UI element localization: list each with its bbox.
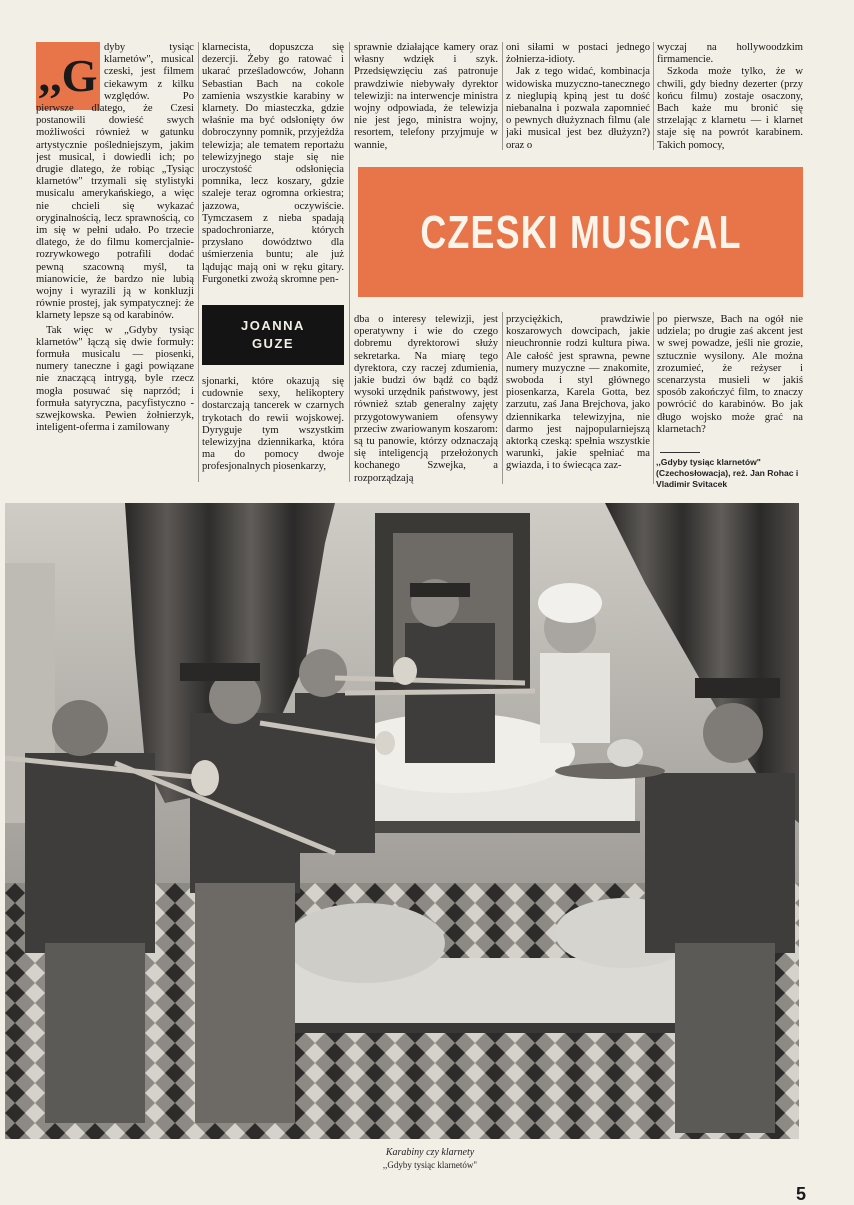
column-3-top-text: sprawnie działające kamery oraz własny wdzięk i szyk. Przedsięwzięciu zaś patronuje prawdziwie niebywały dyrektor telewizji: na interwencje ministra wojny odpowiada, że telewizja nie jest jego, ministra wojny, resortem, telefony przyjmuje w wannie,: [354, 42, 498, 150]
article-column-5-bottom: [657, 314, 803, 446]
column-2-top-text: klarnecista, dopuszcza się dezercji. Żeby go ratować i ukarać prześladowców, Johann Sebastian Bach na cokole zamienia wszystkie karabiny w klarnety. Do miasteczka, gdzie właśnie ma być odsłonięty ów dobroczynny pomnik, przyjeżdża telewizja; ale tematem reportażu telewizyjnego staje się nie uroczystość odsłonięcia pomnika, lecz koszary, gdzie szaleje teraz ogromna orkiestra; jazzowa, oczywiście. Tymczasem z nieba spadają spadochroniarze, których przysłano dowództwo dla uśmierzenia buntu; ale już lądując mają oni w ręku gitary. Furgonetki zwożą skromne pen-: [202, 42, 344, 285]
article-column-1: [36, 42, 194, 487]
column-divider: [653, 312, 654, 484]
page-number: 5: [795, 1184, 806, 1204]
article-column-2-bottom: [202, 376, 344, 484]
caption-line-1: Karabiny czy klarnety: [385, 1147, 475, 1158]
column-5-top-text-2: Szkoda może tylko, że w chwili, gdy biedny dezerter (przy końcu filmu) zostaje osaczony, Bach każe mu bronić się strzelając z klarnetu — i klarnet staje się na powrót karabinem. Takich pomocy,: [657, 66, 803, 150]
column-divider: [198, 42, 199, 482]
column-2-bottom-text: sjonarki, które okazują się cudownie sexy, helikoptery dostarczają tancerek w czarnych trykotach do rewii wojskowej. Dyryguje tym wszystkim telewizyjna dziennikarka, która ma do pomocy dwoje profesjonalnych piosenkarzy,: [202, 376, 344, 473]
article-column-4-bottom: [506, 314, 650, 484]
column-3-bottom-text: dba o interesy telewizji, jest operatywny i wie do czego dobremu dyrektorowi służy sekretarka. Na miarę tego dyrektora, czy raczej zdumienia, jakie budzi ów bądź co bądź wysoki urzędnik państwowy, jest również sztab generalny zajęty przygotowywaniem ofensywy przeciw zwariowanym koszarom: są tu panowie, którzy odznaczają się inteligencją przełożonych kochanego Szwejka, a rozporządzają: [354, 314, 498, 484]
film-credit-text: ,,Gdyby tysiąc klarnetów" (Czechosłowacja), reż. Jan Rohac i Vladimir Svitacek: [656, 457, 799, 489]
film-credit: [656, 452, 804, 490]
column-divider: [502, 42, 503, 150]
author-first-name: JOANNA: [241, 318, 305, 333]
article-column-3-bottom: [354, 314, 498, 484]
column-4-top-text: oni siłami w postaci jednego żołnierza-idioty.: [506, 42, 650, 66]
column-1-paragraph-1: dyby tysiąc klarnetów", musical czeski, jest filmem ciekawym z kilku względów. Po pierwsze dlatego, że Czesi postanowili dowieść swych możliwości również w gatunku artystycznie pośledniejszym, jakim jest musical, i dowiedli ich; po drugie dlatego, że robiąc „Tysiąc klarnetów" trzymali się stylistyki musicalu amerykańskiego, a więc nie chcieli się wykazać oryginalnością, lecz sprawnością, co im się w pełni udało. Po trzecie dlatego, że do filmu komercjalnie-rozrywkowego potrafili dodać pewną szacowną myśl, ta mianowicie, że bardzo nie lubią wojny i wyrazili ją w konkluzji równie prostej, jak sympatycznej: że klarnety lepsze są od karabinów.: [36, 42, 194, 322]
column-4-bottom-text: przyciężkich, prawdziwie koszarowych dowcipach, jakie nieuchronnie rodzi kultura piwa. Ale całość jest sprawna, pewne numery muzyczne — znakomite, swoboda i styl głównego piosenkarza, Karela Gotta, bez zarzutu, zaś Jana Brejchova, jako dziennikarka telewizyjna, nie darmo jest najpopularniejszą aktorką czeską: spełnia wszystkie warunki, jakie spełniać ma gwiazda, i to świecąca zaz-: [506, 314, 650, 472]
column-divider: [653, 42, 654, 150]
column-divider: [349, 42, 350, 482]
dropcap: ,,G: [36, 42, 100, 110]
article-title: CZESKI MUSICAL: [419, 206, 742, 258]
column-4-top-text-2: Jak z tego widać, kombinacja widowiska muzyczno-tanecznego z nieglupią kpiną jest tu dość niebanalna i pozwala zapomnieć o pewnych dłużyznach filmu (ale jaki musical jest bez dłużyzn?) oraz o: [506, 66, 650, 150]
column-1-paragraph-2: Tak więc w „Gdyby tysiąc klarnetów" łączą się dwie formuły: formuła musicalu — piosenki, numery taneczne i gagi powiązane nie znaczącą intrygą, byle rzecz mogła posuwać się naprzód; i formuła satyryczna, pacyfistyczno - szwejkowska. Pewien żołnierzyk, inteligent-oferma i zamilowany: [36, 324, 194, 434]
film-still-photo: [5, 503, 799, 1139]
headline-box: [358, 167, 803, 297]
column-5-bottom-text: po pierwsze, Bach na ogół nie udziela; po drugie zaś akcent jest w swej powadze, jeśli nie grozie, sztucznie wysilony. Ale można zrozumieć, że reżyser i scenarzysta musieli w jakiś sposób zakończyć film, to znaczy powrócić do karabinów. Bo jak długo wojsko może grać na klarnetach?: [657, 314, 803, 435]
article-column-5-top: [657, 42, 803, 150]
photo-caption: [300, 1147, 560, 1171]
author-last-name: GUZE: [251, 336, 295, 351]
caption-line-2: ,,Gdyby tysiąc klarnetów": [382, 1160, 478, 1170]
article-column-3-top: [354, 42, 498, 150]
article-column-4-top: [506, 42, 650, 150]
article-column-2-top: [202, 42, 344, 292]
author-box: [202, 305, 344, 365]
credit-rule: [660, 452, 700, 453]
column-divider: [502, 312, 503, 484]
film-still-illustration: [5, 503, 799, 1139]
column-5-top-text: wyczaj na hollywoodzkim firmamencie.: [657, 42, 803, 66]
